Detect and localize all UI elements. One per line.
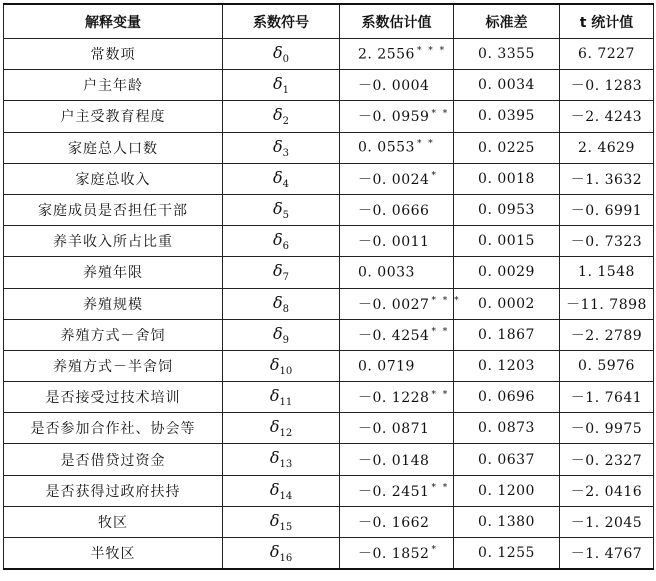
coefficient-estimate <box>340 538 454 570</box>
standard-error: 0. 0015 <box>454 226 560 257</box>
standard-error: 0. 0953 <box>454 194 560 225</box>
table-row <box>4 163 654 194</box>
symbol-letter: δ <box>269 417 280 437</box>
coefficient-value: －0. 1228 <box>358 390 430 407</box>
coefficient-symbol <box>223 132 340 163</box>
coefficient-estimate <box>340 413 454 444</box>
variable-name: 是否借贷过资金 <box>4 444 223 475</box>
table-row <box>4 288 654 319</box>
significance-stars: * * * <box>431 295 461 306</box>
coefficient-symbol <box>223 475 340 506</box>
coefficient-value: 0. 0033 <box>358 264 415 281</box>
symbol-subscript: 14 <box>279 490 293 502</box>
symbol-letter: δ <box>269 448 280 468</box>
table-row <box>4 257 654 288</box>
coefficient-symbol <box>223 413 340 444</box>
coefficient-value: －0. 0666 <box>358 203 430 220</box>
table-body <box>4 39 654 570</box>
standard-error: 0. 1203 <box>454 350 560 381</box>
variable-name: 是否参加合作社、协会等 <box>4 413 223 444</box>
variable-name: 家庭总人口数 <box>4 132 223 163</box>
coefficient-value: －0. 0148 <box>358 452 430 469</box>
variable-name: 家庭总收入 <box>4 163 223 194</box>
symbol-subscript: 0 <box>282 54 289 66</box>
symbol-subscript: 12 <box>279 428 293 440</box>
symbol-letter: δ <box>269 386 280 406</box>
symbol-letter: δ <box>272 198 283 218</box>
symbol-subscript: 4 <box>282 178 289 190</box>
coefficient-symbol <box>223 163 340 194</box>
t-statistic: 2. 4629 <box>560 132 654 163</box>
table-row <box>4 413 654 444</box>
significance-stars: * * <box>431 108 450 119</box>
coefficient-estimate <box>340 163 454 194</box>
significance-stars: * * <box>431 389 450 400</box>
coefficient-symbol <box>223 350 340 381</box>
header-symbol: 系数符号 <box>223 4 340 39</box>
significance-stars: * * <box>431 483 450 494</box>
standard-error: 0. 0029 <box>454 257 560 288</box>
coefficient-value: 0. 0719 <box>358 358 415 375</box>
coefficient-estimate <box>340 444 454 475</box>
symbol-letter: δ <box>272 292 283 312</box>
coefficient-symbol <box>223 288 340 319</box>
coefficient-value: 2. 2556 <box>358 46 415 63</box>
coefficient-value: －0. 1662 <box>358 514 430 531</box>
coefficient-estimate <box>340 319 454 350</box>
coefficient-estimate <box>340 39 454 70</box>
header-variable: 解释变量 <box>4 4 223 39</box>
t-statistic: －1. 7641 <box>560 382 654 413</box>
coefficient-value: －0. 0011 <box>358 234 430 251</box>
symbol-subscript: 11 <box>279 397 293 409</box>
coefficient-estimate <box>340 132 454 163</box>
significance-stars: * <box>431 545 438 556</box>
symbol-subscript: 16 <box>279 553 293 565</box>
coefficient-value: －0. 4254 <box>358 327 430 344</box>
symbol-subscript: 9 <box>282 334 289 346</box>
variable-name: 常数项 <box>4 39 223 70</box>
symbol-subscript: 6 <box>282 241 289 253</box>
t-statistic: －0. 7323 <box>560 226 654 257</box>
variable-name: 养羊收入所占比重 <box>4 226 223 257</box>
coefficient-value: －0. 1852 <box>358 546 430 563</box>
header-std-error: 标准差 <box>454 4 560 39</box>
coefficient-value: －0. 0027 <box>358 296 430 313</box>
variable-name: 半牧区 <box>4 538 223 570</box>
standard-error: 0. 0034 <box>454 70 560 101</box>
t-statistic: －0. 1283 <box>560 70 654 101</box>
header-row <box>4 4 654 39</box>
table-row <box>4 70 654 101</box>
significance-stars: * * <box>431 327 450 338</box>
coefficient-symbol <box>223 506 340 537</box>
standard-error: 0. 0395 <box>454 101 560 132</box>
standard-error: 0. 3355 <box>454 39 560 70</box>
symbol-letter: δ <box>269 354 280 374</box>
standard-error: 0. 0225 <box>454 132 560 163</box>
coefficient-estimate <box>340 506 454 537</box>
symbol-letter: δ <box>272 230 283 250</box>
standard-error: 0. 1380 <box>454 506 560 537</box>
coefficient-symbol <box>223 538 340 570</box>
standard-error: 0. 0873 <box>454 413 560 444</box>
symbol-subscript: 8 <box>282 303 289 315</box>
t-statistic: －0. 9975 <box>560 413 654 444</box>
coefficient-symbol <box>223 101 340 132</box>
table-row <box>4 39 654 70</box>
coefficient-symbol <box>223 39 340 70</box>
variable-name: 家庭成员是否担任干部 <box>4 194 223 225</box>
coefficient-estimate <box>340 194 454 225</box>
t-statistic: －2. 0416 <box>560 475 654 506</box>
variable-name: 养殖方式－半舍饲 <box>4 350 223 381</box>
t-statistic: 0. 5976 <box>560 350 654 381</box>
table-row <box>4 226 654 257</box>
coefficient-symbol <box>223 319 340 350</box>
coefficient-value: －0. 0959 <box>358 109 430 126</box>
symbol-letter: δ <box>272 136 283 156</box>
table-header <box>4 4 654 39</box>
symbol-subscript: 15 <box>279 522 293 533</box>
standard-error: 0. 0018 <box>454 163 560 194</box>
t-statistic: －11. 7898 <box>560 288 654 319</box>
coefficient-estimate <box>340 350 454 381</box>
variable-name: 户主年龄 <box>4 70 223 101</box>
t-statistic: 1. 1548 <box>560 257 654 288</box>
coefficient-estimate <box>340 101 454 132</box>
variable-name: 养殖方式－舍饲 <box>4 319 223 350</box>
table-row <box>4 444 654 475</box>
coefficient-symbol <box>223 444 340 475</box>
coefficient-estimate <box>340 257 454 288</box>
coefficient-value: －0. 0004 <box>358 78 430 95</box>
table-row <box>4 132 654 163</box>
regression-table <box>3 3 654 570</box>
variable-name: 牧区 <box>4 506 223 537</box>
standard-error: 0. 1867 <box>454 319 560 350</box>
standard-error: 0. 1255 <box>454 538 560 570</box>
coefficient-symbol <box>223 257 340 288</box>
table-row <box>4 319 654 350</box>
symbol-subscript: 10 <box>279 366 293 378</box>
t-statistic: －2. 2789 <box>560 319 654 350</box>
symbol-subscript: 13 <box>279 459 293 471</box>
significance-stars: * <box>431 171 438 182</box>
symbol-subscript: 2 <box>282 116 289 128</box>
symbol-letter: δ <box>272 323 283 343</box>
symbol-letter: δ <box>272 105 283 125</box>
standard-error: 0. 0696 <box>454 382 560 413</box>
coefficient-symbol <box>223 194 340 225</box>
table-row <box>4 194 654 225</box>
t-statistic: －1. 2045 <box>560 506 654 537</box>
symbol-subscript: 7 <box>282 272 289 284</box>
table-row <box>4 350 654 381</box>
coefficient-value: 0. 0553 <box>358 139 415 156</box>
symbol-letter: δ <box>272 261 283 281</box>
t-statistic: －1. 3632 <box>560 163 654 194</box>
standard-error: 0. 0637 <box>454 444 560 475</box>
variable-name: 是否接受过技术培训 <box>4 382 223 413</box>
coefficient-value: －0. 0871 <box>358 421 430 438</box>
symbol-letter: δ <box>269 479 280 499</box>
variable-name: 养殖规模 <box>4 288 223 319</box>
coefficient-value: －0. 2451 <box>358 483 430 500</box>
table-row <box>4 101 654 132</box>
coefficient-estimate <box>340 382 454 413</box>
coefficient-symbol <box>223 226 340 257</box>
table-row <box>4 538 654 570</box>
coefficient-value: －0. 0024 <box>358 171 430 188</box>
t-statistic: 6. 7227 <box>560 39 654 70</box>
table-row <box>4 506 654 537</box>
coefficient-symbol <box>223 382 340 413</box>
header-t-stat: t 统计值 <box>560 4 654 39</box>
table-row <box>4 475 654 506</box>
coefficient-symbol <box>223 70 340 101</box>
symbol-subscript: 1 <box>282 85 289 97</box>
symbol-letter: δ <box>269 510 280 530</box>
significance-stars: * * * <box>416 45 447 56</box>
t-statistic: －0. 6991 <box>560 194 654 225</box>
symbol-subscript: 3 <box>282 147 289 159</box>
standard-error: 0. 1200 <box>454 475 560 506</box>
header-coefficient: 系数估计值 <box>340 4 454 39</box>
coefficient-estimate <box>340 475 454 506</box>
t-statistic: －0. 2327 <box>560 444 654 475</box>
variable-name: 是否获得过政府扶持 <box>4 475 223 506</box>
t-statistic: －2. 4243 <box>560 101 654 132</box>
coefficient-estimate <box>340 70 454 101</box>
table-row <box>4 382 654 413</box>
symbol-letter: δ <box>272 167 283 187</box>
coefficient-estimate <box>340 288 461 319</box>
symbol-letter: δ <box>272 43 283 62</box>
standard-error: 0. 0002 <box>454 288 560 319</box>
coefficient-estimate <box>340 226 454 257</box>
symbol-subscript: 5 <box>282 210 289 222</box>
symbol-letter: δ <box>272 74 283 94</box>
variable-name: 户主受教育程度 <box>4 101 223 132</box>
symbol-letter: δ <box>269 542 280 561</box>
variable-name: 养殖年限 <box>4 257 223 288</box>
significance-stars: * * <box>416 139 435 150</box>
t-statistic: －1. 4767 <box>560 538 654 570</box>
